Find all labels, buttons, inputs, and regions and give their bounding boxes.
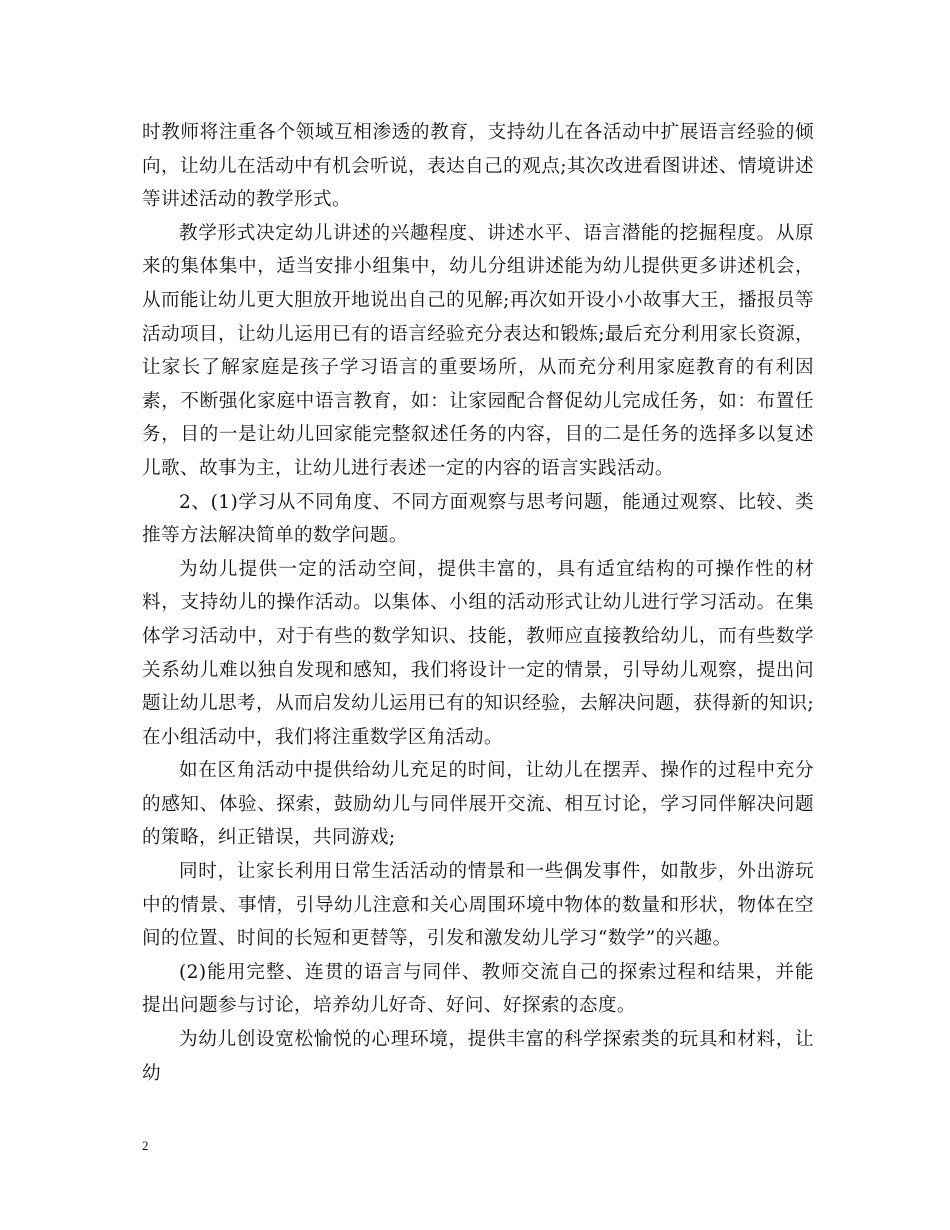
paragraph-7: (2)能用完整、连贯的语言与同伴、教师交流自己的探索过程和结果，并能提出问题参与讨论，培养幼儿好奇、好问、好探索的态度。 — [142, 961, 814, 1017]
paragraph-1: 时教师将注重各个领域互相渗透的教育，支持幼儿在各活动中扩展语言经验的倾向，让幼儿在活动中有机会听说，表达自己的观点;其次改进看图讲述、情境讲述等讲述活动的教学形式。 — [142, 122, 814, 211]
document-body — [142, 116, 814, 1090]
paragraph-6: 同时，让家长利用日常生活活动的情景和一些偶发事件，如散步，外出游玩中的情景、事情，引导幼儿注意和关心周围环境中物体的数量和形状，物体在空间的位置、时间的长短和更替等，引发和激发幼儿学习“数学”的兴趣。 — [142, 861, 814, 950]
paragraph-3: 2、(1)学习从不同角度、不同方面观察与思考问题，能通过观察、比较、类推等方法解决简单的数学问题。 — [142, 491, 814, 547]
paragraph-4: 为幼儿提供一定的活动空间，提供丰富的，具有适宜结构的可操作性的材料，支持幼儿的操作活动。以集体、小组的活动形式让幼儿进行学习活动。在集体学习活动中，对于有些的数学知识、技能，教师应直接教给幼儿，而有些数学关系幼儿难以独自发现和感知，我们将设计一定的情景，引导幼儿观察，提出问题让幼儿思考，从而启发幼儿运用已有的知识经验，去解决问题，获得新的知识;在小组活动中，我们将注重数学区角活动。 — [142, 558, 814, 748]
paragraph-2: 教学形式决定幼儿讲述的兴趣程度、讲述水平、语言潜能的挖掘程度。从原来的集体集中，适当安排小组集中，幼儿分组讲述能为幼儿提供更多讲述机会，从而能让幼儿更大胆放开地说出自己的见解;再次如开设小小故事大王，播报员等活动项目，让幼儿运用已有的语言经验充分表达和锻炼;最后充分利用家长资源，让家长了解家庭是孩子学习语言的重要场所，从而充分利用家庭教育的有利因素，不断强化家庭中语言教育，如：让家园配合督促幼儿完成任务，如：布置任务，目的一是让幼儿回家能完整叙述任务的内容，目的二是任务的选择多以复述儿歌、故事为主，让幼儿进行表述一定的内容的语言实践活动。 — [142, 222, 814, 479]
paragraph-5: 如在区角活动中提供给幼儿充足的时间，让幼儿在摆弄、操作的过程中充分的感知、体验、探索，鼓励幼儿与同伴展开交流、相互讨论，学习同伴解决问题的策略，纠正错误，共同游戏; — [142, 760, 814, 849]
paragraph-8: 为幼儿创设宽松愉悦的心理环境，提供丰富的科学探索类的玩具和材料，让幼 — [142, 1029, 814, 1084]
page-number: 2 — [142, 1138, 149, 1153]
